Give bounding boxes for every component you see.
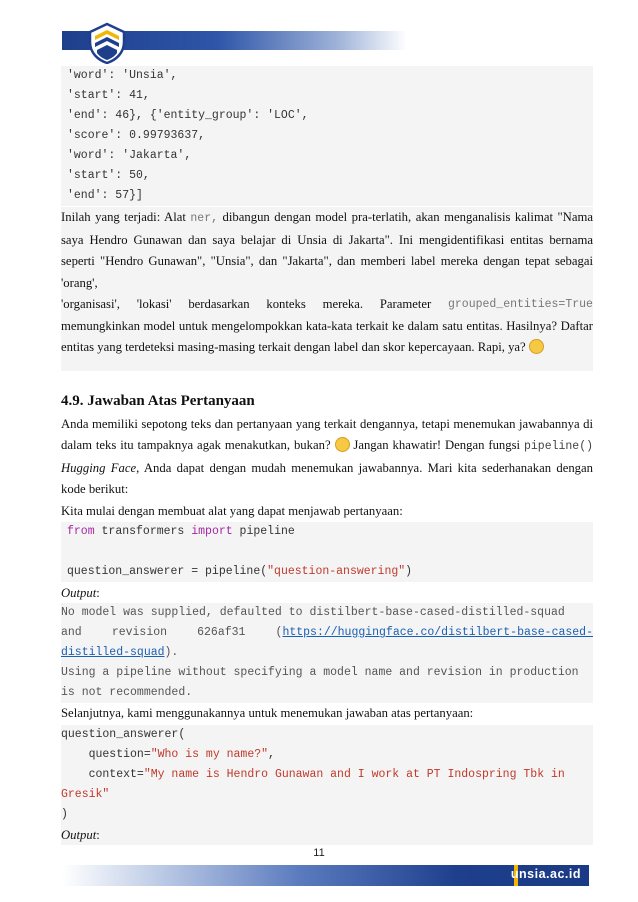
text: memungkinkan model untuk mengelompokkan kata-kata terkait ke dalam satu entitas. Hasilnya? Daftar entitas yang terdeteksi masing-masing terkait dengan label dan skor kepercayaan. Rapi, ya? bbox=[61, 318, 593, 354]
inline-code: grouped_entities=True bbox=[448, 298, 593, 311]
code-line: question_answerer( bbox=[61, 725, 593, 745]
paragraph-justified-row bbox=[61, 294, 593, 316]
huggingface-model-link-continued[interactable]: distilled-squad bbox=[61, 646, 165, 659]
text: , Anda dapat dengan mudah menemukan jawabannya. Mari kita sederhanakan dengan kode berikut: bbox=[61, 460, 594, 496]
code-line: 'end': 46}, {'entity_group': 'LOC', bbox=[61, 106, 593, 126]
text: Anda memiliki sepotong teks dan pertanyaan yang terkait dengannya, tetapi menemukan jawabannya di dalam teks itu tampaknya agak menakutkan, bukan? bbox=[61, 416, 593, 452]
code-line: ) bbox=[61, 805, 593, 825]
huggingface-model-link[interactable]: https://huggingface.co/distilbert-base-cased- bbox=[282, 626, 593, 639]
output-word: revision bbox=[111, 626, 168, 639]
code-text: ) bbox=[405, 565, 413, 578]
output-line bbox=[61, 623, 593, 643]
word: berdasarkan bbox=[188, 297, 250, 311]
code-block-pipeline bbox=[61, 522, 593, 582]
code-line: 'end': 57}] bbox=[61, 186, 593, 206]
code-text: , bbox=[268, 747, 275, 761]
output-word: and bbox=[61, 626, 82, 639]
code-line: 'word': 'Unsia', bbox=[61, 66, 593, 86]
output-link-group bbox=[276, 623, 593, 643]
output-line bbox=[61, 643, 593, 663]
paragraph-next-step: Selanjutnya, kami menggunakannya untuk menemukan jawaban atas pertanyaan: bbox=[61, 706, 474, 720]
code-line bbox=[61, 785, 593, 805]
output-label-colon: : bbox=[96, 586, 100, 600]
keyword: from bbox=[67, 525, 95, 538]
code-line: 'start': 50, bbox=[61, 166, 593, 186]
paragraph-ner-explanation bbox=[61, 207, 593, 294]
paragraph-qa-start: Kita mulai dengan membuat alat yang dapat menjawab pertanyaan: bbox=[61, 503, 403, 518]
code-line bbox=[61, 765, 593, 785]
footer-url[interactable]: unsia.ac.id bbox=[510, 867, 581, 881]
output-block-warning bbox=[61, 603, 593, 703]
code-line-blank bbox=[61, 542, 593, 562]
output-line: Using a pipeline without specifying a model name and revision in production bbox=[61, 666, 579, 679]
code-text: question_answerer = pipeline( bbox=[67, 565, 268, 578]
code-block-entities bbox=[61, 66, 593, 206]
word: mereka. bbox=[322, 297, 364, 311]
output-label-colon: : bbox=[96, 827, 100, 842]
output-text: ). bbox=[164, 646, 179, 659]
code-line bbox=[61, 522, 593, 542]
output-label-text: Output bbox=[61, 827, 97, 842]
string-literal: Gresik" bbox=[61, 787, 110, 801]
paragraph-ner-result bbox=[61, 316, 593, 371]
text: Inilah yang terjadi: Alat bbox=[61, 210, 191, 224]
word: konteks bbox=[266, 297, 306, 311]
keyword: import bbox=[191, 525, 233, 538]
page-footer bbox=[0, 840, 638, 902]
section-heading: 4.9. Jawaban Atas Pertanyaan bbox=[61, 392, 255, 409]
page-header bbox=[0, 0, 638, 70]
output-line: is not recommended. bbox=[61, 686, 193, 699]
code-line bbox=[61, 745, 593, 765]
inline-code: ner, bbox=[190, 212, 219, 225]
text: Jangan khawatir! Dengan fungsi bbox=[349, 438, 524, 452]
page-content bbox=[61, 66, 593, 845]
code-text: question= bbox=[61, 747, 151, 761]
string-literal: "Who is my name?" bbox=[150, 747, 269, 761]
paragraph-qa-intro bbox=[61, 414, 593, 501]
word: Parameter bbox=[379, 297, 432, 311]
code-text: context= bbox=[61, 767, 144, 781]
footer-bar bbox=[62, 865, 589, 886]
code-line bbox=[61, 562, 593, 582]
text: dibangun dengan model pra-terlatih, akan menganalisis kalimat "Nama saya Hendro Gunawan dan saya belajar di Unsia di Jakarta". Ini mengidentifikasi entitas bernama seperti "Hendro Gunawan", "Unsia", dan "Jakarta", dan memberi label mereka dengan tepat sebagai 'orang', bbox=[61, 210, 593, 290]
inline-code: pipeline() bbox=[523, 440, 593, 453]
text-italic: Hugging Face bbox=[61, 460, 137, 475]
word: 'organisasi', bbox=[61, 297, 120, 311]
code-line: 'start': 41, bbox=[61, 86, 593, 106]
output-label bbox=[61, 583, 593, 603]
unsia-shield-logo-icon bbox=[87, 22, 127, 64]
code-line: 'score': 0.99793637, bbox=[61, 126, 593, 146]
code-block-question bbox=[61, 725, 593, 825]
output-label-text: Output bbox=[61, 586, 97, 600]
page-number: 11 bbox=[313, 847, 325, 859]
code-text: transformers bbox=[94, 525, 192, 538]
string-literal: "My name is Hendro Gunawan and I work at PT Indospring Tbk in bbox=[143, 767, 565, 781]
nerd-face-emoji-icon bbox=[529, 339, 544, 354]
word: 'lokasi' bbox=[136, 297, 172, 311]
output-paren: ( bbox=[275, 626, 283, 639]
string-literal: "question-answering" bbox=[267, 565, 406, 578]
output-word: 626af31 bbox=[197, 626, 246, 639]
thinking-face-emoji-icon bbox=[335, 437, 350, 452]
output-line: No model was supplied, defaulted to distilbert-base-cased-distilled-squad bbox=[61, 606, 565, 619]
code-line: 'word': 'Jakarta', bbox=[61, 146, 593, 166]
code-text: pipeline bbox=[232, 525, 295, 538]
